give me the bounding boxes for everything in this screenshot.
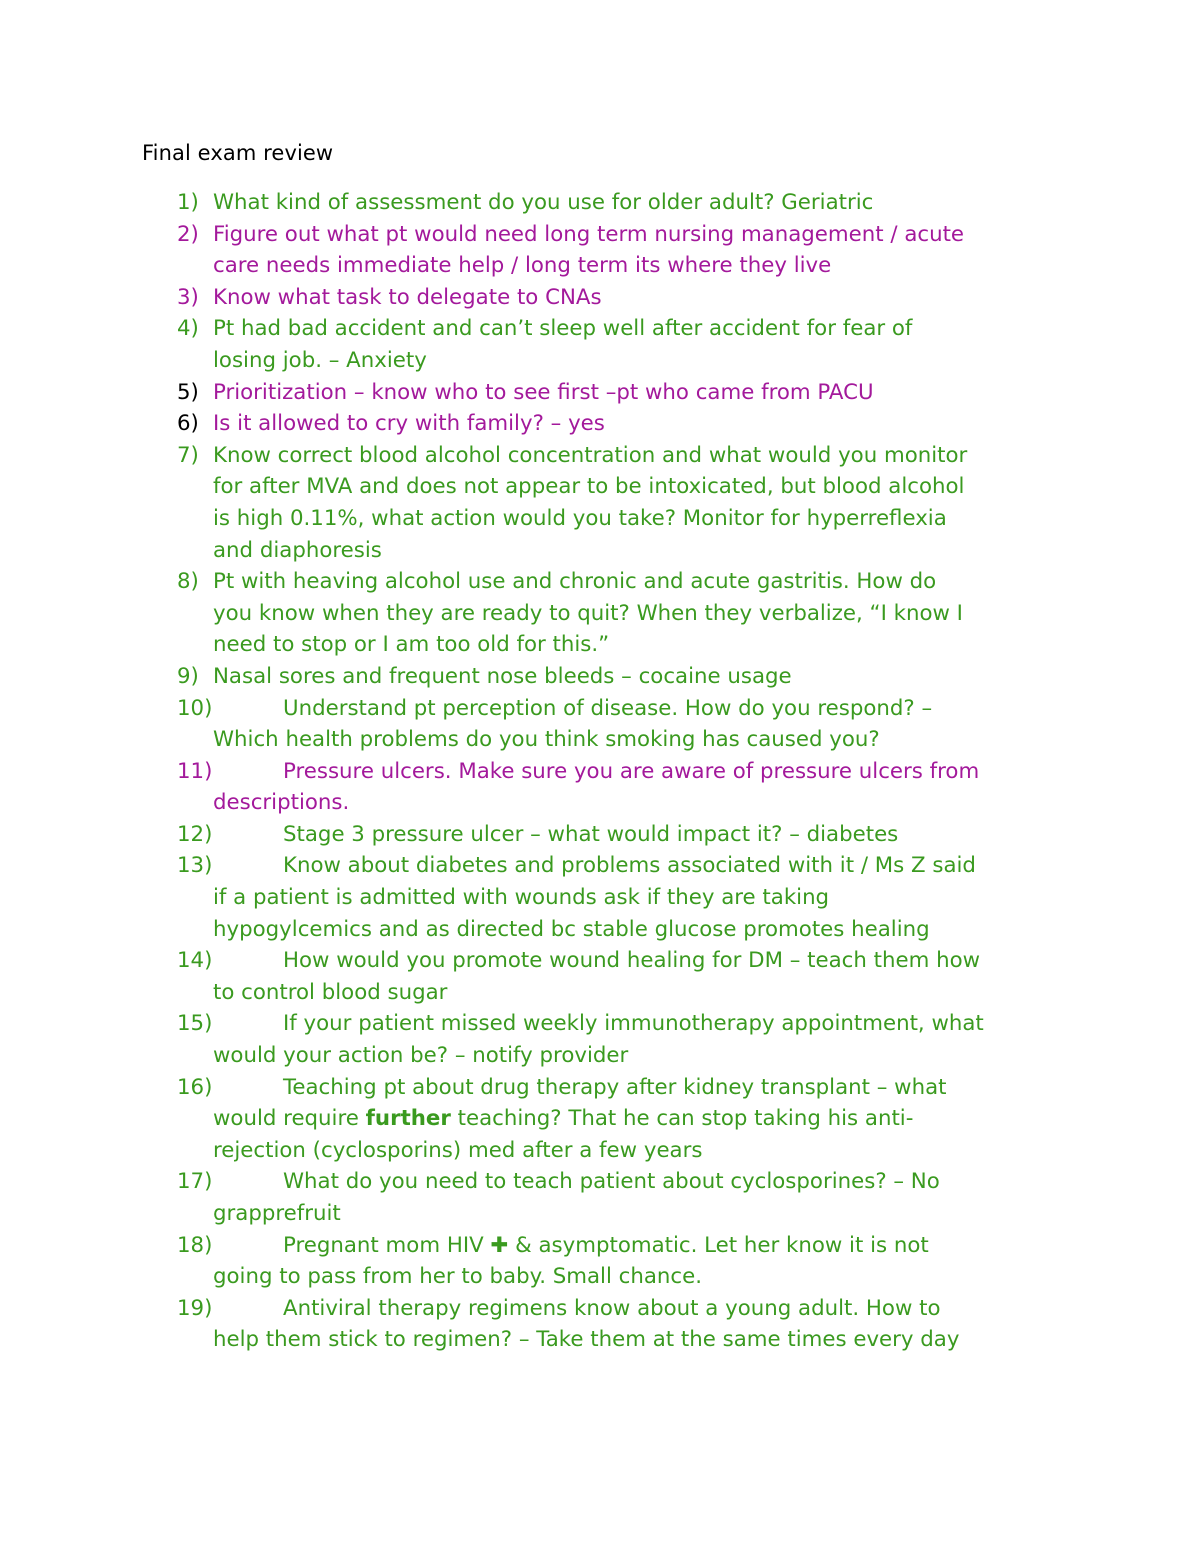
- item-line: help them stick to regimen? – Take them at the same times every day: [213, 1327, 960, 1353]
- item-text: [213, 219, 1077, 282]
- item-line: descriptions.: [213, 790, 350, 816]
- item-line: Prioritization – know who to see first –pt who came from PACU: [213, 379, 874, 405]
- list-item: [177, 1293, 1077, 1356]
- item-text: [213, 661, 1077, 693]
- item-number: 7): [177, 442, 199, 468]
- list-item: [177, 566, 1077, 661]
- item-line: grapprefruit: [213, 1201, 341, 1226]
- item-text: [213, 1166, 1077, 1229]
- item-text: [213, 1293, 1077, 1356]
- item-line: you know when they are ready to quit? When they verbalize, “I know I: [213, 600, 963, 626]
- item-number: 8): [177, 569, 199, 595]
- item-line: would your action be? – notify provider: [213, 1043, 629, 1069]
- item-number: 17): [177, 1169, 213, 1195]
- list-item: [177, 313, 1077, 376]
- list-item: [177, 408, 1077, 440]
- item-line: going to pass from her to baby. Small chance.: [213, 1264, 702, 1290]
- list-item: [177, 440, 1077, 566]
- item-text: [213, 440, 1077, 566]
- item-line: need to stop or I am too old for this.”: [213, 632, 610, 658]
- item-line: [213, 1103, 1077, 1135]
- emphasized-word: further: [365, 1106, 451, 1132]
- item-line: Understand pt perception of disease. How do you respond? –: [283, 695, 933, 721]
- item-line: How would you promote wound healing for DM – teach them how: [283, 948, 981, 974]
- item-number: 6): [177, 411, 199, 437]
- list-item: [177, 1072, 1077, 1167]
- item-text: [213, 756, 1077, 819]
- item-number: 14): [177, 948, 213, 974]
- item-number: 10): [177, 695, 213, 721]
- item-line: to control blood sugar: [213, 979, 448, 1005]
- item-number: 12): [177, 821, 213, 847]
- item-line: Pregnant mom HIV ✚ & asymptomatic. Let her know it is not: [283, 1232, 929, 1258]
- item-number: 4): [177, 316, 199, 342]
- item-number: 11): [177, 758, 213, 784]
- item-line: Antiviral therapy regimens know about a young adult. How to: [283, 1295, 941, 1321]
- item-line: for after MVA and does not appear to be intoxicated, but blood alcohol: [213, 474, 965, 500]
- list-item: [177, 819, 1077, 851]
- item-line: if a patient is admitted with wounds ask if they are taking: [213, 885, 830, 911]
- item-line: Know about diabetes and problems associated with it / Ms Z said: [283, 853, 976, 879]
- list-item: [177, 219, 1077, 282]
- item-number: 1): [177, 190, 199, 215]
- document-title: Final exam review: [142, 141, 334, 165]
- item-text: [213, 187, 1077, 219]
- item-text: [213, 1072, 1077, 1167]
- item-line: Know what task to delegate to CNAs: [213, 284, 602, 310]
- item-text: [213, 1008, 1077, 1071]
- item-line: Know correct blood alcohol concentration and what would you monitor: [213, 442, 968, 468]
- item-number: 9): [177, 663, 199, 689]
- item-text: [213, 945, 1077, 1008]
- list-item: [177, 756, 1077, 819]
- item-line: is high 0.11%, what action would you take? Monitor for hyperreflexia: [213, 505, 947, 531]
- item-text: [213, 1230, 1077, 1293]
- item-line: Figure out what pt would need long term nursing management / acute: [213, 221, 965, 247]
- list-item: [177, 945, 1077, 1008]
- list-item: [177, 187, 1077, 219]
- item-line: What kind of assessment do you use for older adult? Geriatric: [213, 190, 874, 215]
- item-line: losing job. – Anxiety: [213, 347, 427, 373]
- item-text: [213, 377, 1077, 409]
- item-line: Pt had bad accident and can’t sleep well after accident for fear of: [213, 316, 913, 342]
- item-text: [213, 313, 1077, 376]
- item-number: 18): [177, 1232, 213, 1258]
- item-line: Pt with heaving alcohol use and chronic and acute gastritis. How do: [213, 569, 937, 595]
- item-text: [213, 819, 1077, 851]
- list-item: [177, 282, 1077, 314]
- item-number: 16): [177, 1074, 213, 1100]
- item-number: 2): [177, 221, 199, 247]
- item-line: hypogylcemics and as directed bc stable glucose promotes healing: [213, 916, 930, 942]
- item-text: [213, 850, 1077, 945]
- item-number: 19): [177, 1295, 213, 1321]
- item-text: [213, 282, 1077, 314]
- list-item: [177, 377, 1077, 409]
- item-line: Nasal sores and frequent nose bleeds – cocaine usage: [213, 663, 792, 689]
- item-line: If your patient missed weekly immunotherapy appointment, what: [283, 1011, 984, 1037]
- list-item: [177, 850, 1077, 945]
- list-item: [177, 1008, 1077, 1071]
- list-item: [177, 1230, 1077, 1293]
- item-number: 15): [177, 1011, 213, 1037]
- item-number: 5): [177, 379, 199, 405]
- item-line: Is it allowed to cry with family? – yes: [213, 411, 605, 437]
- list-item: [177, 1166, 1077, 1229]
- line-text: would require: [213, 1106, 366, 1132]
- item-line: Teaching pt about drug therapy after kidney transplant – what: [283, 1074, 947, 1100]
- item-line: What do you need to teach patient about cyclosporines? – No: [283, 1169, 940, 1195]
- item-line: rejection (cyclosporins) med after a few years: [213, 1137, 703, 1163]
- item-line: and diaphoresis: [213, 537, 382, 563]
- item-line: Stage 3 pressure ulcer – what would impact it? – diabetes: [283, 821, 899, 847]
- review-question-list: [177, 187, 1077, 1356]
- item-line: care needs immediate help / long term its where they live: [213, 253, 832, 279]
- list-item: [177, 661, 1077, 693]
- item-text: [213, 566, 1077, 661]
- item-number: 3): [177, 284, 199, 310]
- item-number: 13): [177, 853, 213, 879]
- item-text: [213, 408, 1077, 440]
- item-text: [213, 693, 1077, 756]
- list-item: [177, 693, 1077, 756]
- item-line: Pressure ulcers. Make sure you are aware of pressure ulcers from: [283, 758, 980, 784]
- item-line: Which health problems do you think smoking has caused you?: [213, 727, 880, 753]
- line-text: teaching? That he can stop taking his anti-: [450, 1106, 914, 1132]
